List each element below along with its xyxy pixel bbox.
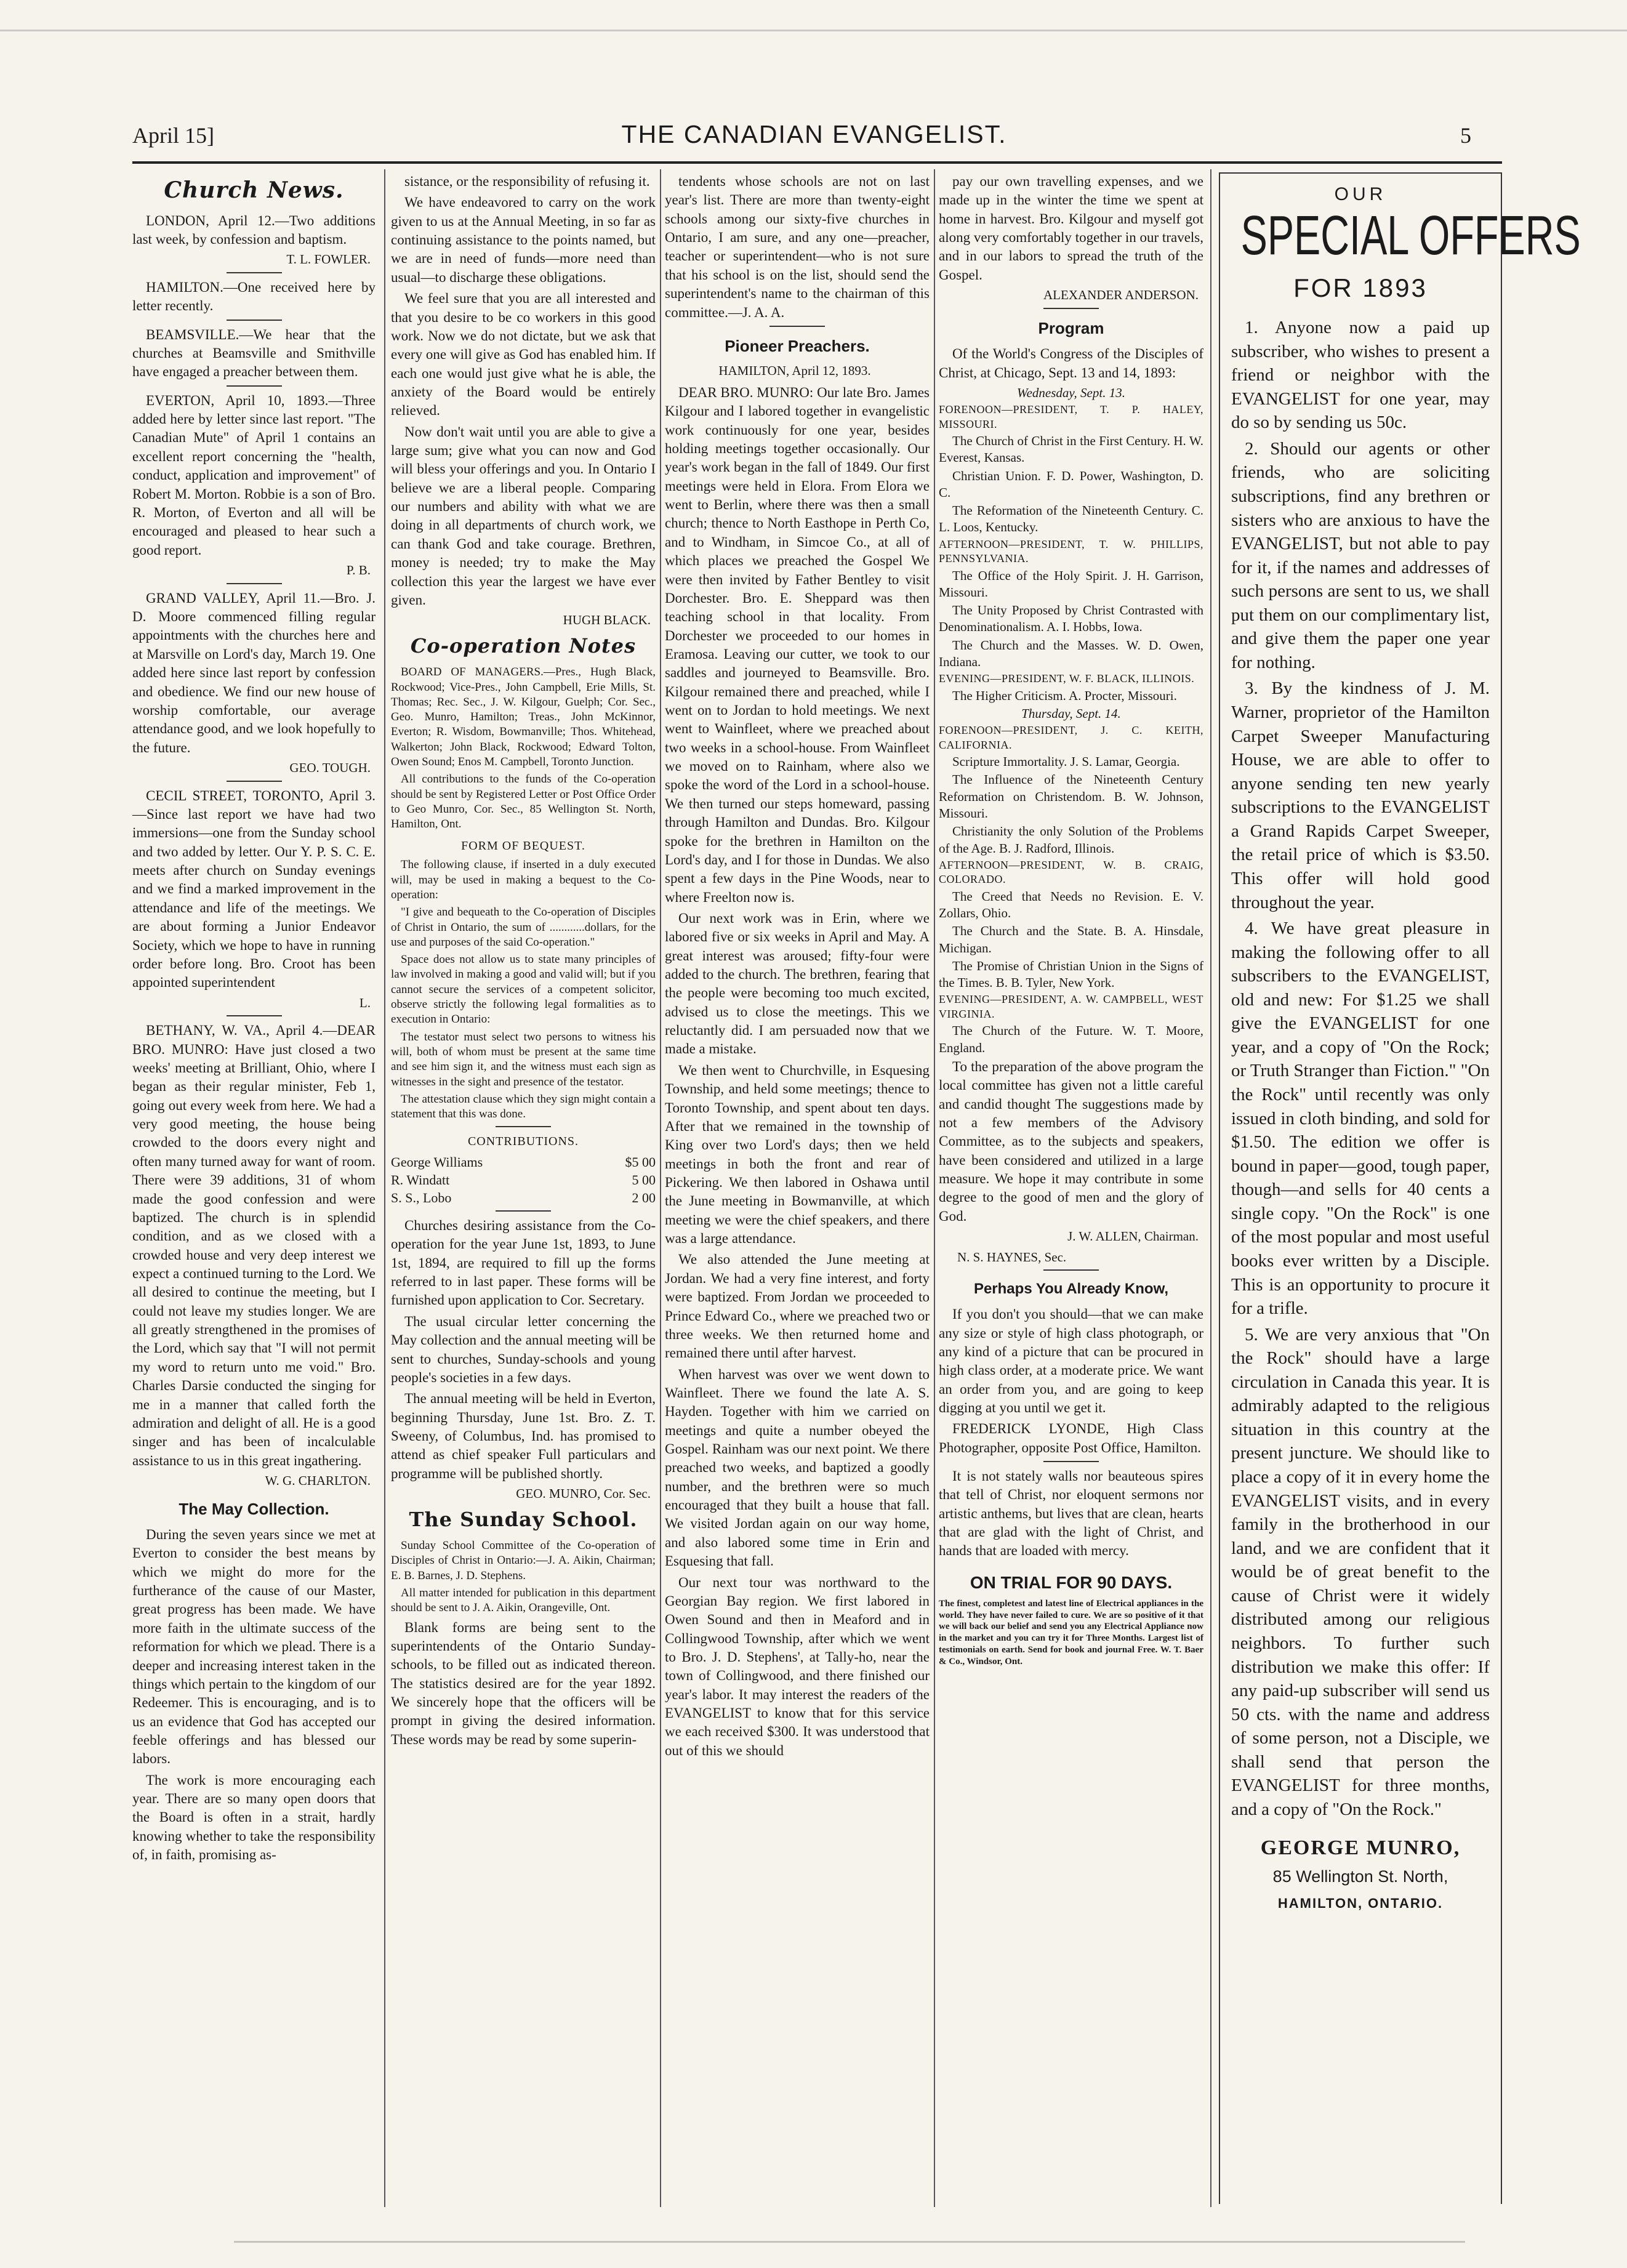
news-item-signature: W. G. CHARLTON. [265,1473,371,1488]
sunday-school-committee: Sunday School Committee of the Co-operation of Disciples of Christ in Ontario:—J. A. Aikin, Chairman; E. B. Barnes, J. D. Stephens. [391,1539,656,1582]
program-talk: The Creed that Needs no Revision. E. V. Zollars, Ohio. [939,888,1203,920]
page-top-edge [0,30,1627,31]
cooperation-notes-heading: Co-operation Notes [410,633,637,657]
divider [227,320,282,321]
column-rule [660,169,661,2207]
program-session: AFTERNOON—PRESIDENT, W. B. CRAIG, COLORADO. [939,858,1203,886]
column-rule [934,169,935,2207]
program-session: EVENING—PRESIDENT, A. W. CAMPBELL, WEST VIRGINIA. [939,993,1203,1020]
contribution-row [391,1171,656,1189]
publisher-name: GEORGE MUNRO, [1260,1836,1461,1860]
photographer-ad: If you don't you should—that we can make any size or style of high class photograph, or any kind of a picture that can be procured in high class order, at a moderate price. We want an order from you, and are going to keep digging at you until we get it. [939,1306,1203,1415]
program-outro: To the preparation of the above program the local committee has given not a little careful and candid thought The suggestions made by not a few members of the Advisory Committee, as to the subjects and speakers, have been considered and utilized in a large measure. We hope it may contribute in some degree to the good of men and the glory of God. [939,1058,1203,1224]
funds-note: All contributions to the funds of the Co-operation should be sent by Registered Letter or Post Office Order to Geo Munro, Cor. Sec., 85 Wellington St. North, Hamilton, Ont. [391,773,656,831]
program-talk: Christian Union. F. D. Power, Washington, D. C. [939,468,1203,500]
news-item: BETHANY, W. VA., April 4.—DEAR BRO. MUNRO: Have just closed a two weeks' meeting at Brilliant, Ohio, where I began as their regular minister, Feb 1, going out every week from here. We had a very good meeting, the house being crowded to the doors every night and often many turned away for want of room. There were 39 additions, 31 of whom made the good confession and were baptized. The church is in splendid condition, and as we closed with a crowded house and very deep interest we expect a continued turning to the Lord. We all desired to continue the meeting, but I could not leave my studies longer. We are all greatly strengthened in the promises of the Lord, which say that "I will not permit my word to return unto me void." Bro. Charles Darsie conducted the singing for me in a manner that called forth the admiration and delight of all. He is a good singer and has been of incalculable assistance to us in this great ingathering. [132,1023,376,1468]
article-paragraph: sistance, or the responsibility of refusing it. [404,174,650,189]
may-collection-heading: The May Collection. [179,1499,329,1518]
signature: GEO. MUNRO, Cor. Sec. [516,1486,651,1502]
divider [1043,1461,1099,1462]
news-item: GRAND VALLEY, April 11.—Bro. J. D. Moore commenced filling regular appointments with the churches here and at Marsville on Lord's day, March 19. One added here since last report by confession and obedience. We find our new house of worship comfortable, our average attendance good, and we look hopefully to the future. [132,590,376,755]
news-item: CECIL STREET, TORONTO, April 3.—Since last report we have had two immersions—one from the Sunday school and two added by letter. Our Y. P. S. C. E. meets after church on Sunday evenings and we find a marked improvement in the attendance and life of the meetings. We are about forming a Junior Endeavor Society, which we hope to have in running order before long. Bro. Croot has been appointed superintendent [132,787,376,991]
column-rule [384,169,385,2207]
contribution-amount: 2 00 [632,1190,656,1206]
program-talk: The Office of the Holy Spirit. J. H. Garrison, Missouri. [939,568,1203,600]
bequest-paragraph: "I give and bequeath to the Co-operation of Disciples of Christ in Ontario, the sum of ............dollars, for the use and purposes of the said Co-operation." [391,906,656,949]
program-session: FORENOON—PRESIDENT, J. C. KEITH, CALIFORNIA. [939,724,1203,751]
contributions-list [391,1153,656,1207]
signature: J. W. ALLEN, Chairman. [1067,1229,1199,1244]
program-day: Wednesday, Sept. 13. [1017,385,1125,400]
program-talk: Scripture Immortality. J. S. Lamar, Georgia. [952,754,1180,770]
program-talk: The Promise of Christian Union in the Signs of the Times. B. B. Tyler, New York. [939,958,1203,991]
church-news-heading: Church News. [164,177,344,203]
program-talk: The Church and the State. B. A. Hinsdale, Michigan. [939,923,1203,955]
article-paragraph: DEAR BRO. MUNRO: Our late Bro. James Kilgour and I labored together in evangelistic work continuously for one year, besides holding meetings together occasionally. Our year's work began in the fall of 1849. Our first meetings were held in Elora. From Elora we went to Berlin, where there was then a small church; thence to North Easthope in Perth Co, and to Windham, in Simcoe Co., at all of which places we preached the Gospel We were then invited by Father Bentley to visit Dorchester. Bro. E. Sheppard was then teaching school in that locality. From Dorchester we proceeded to our homes in Eramosa. Leaving our cutter, we took to our saddles and journeyed to Beamsville. Bro. Kilgour remained there and preached, while I went on to Jordan to hold meetings. We next went to Wainfleet, where we preached about two weeks in a school-house. From Wainfleet we moved on to Rainham, where also we spoke the word of the Lord in a school-house. We then turned our steps homeward, passing through Hamilton and Dundas. Bro. Kilgour spoke for the brethren in Hamilton on the Lord's day, and I for those in Dundas. We also spent a few days in the Pine Woods, near to where Freelton now is. [665,384,930,905]
program-session: AFTERNOON—PRESIDENT, T. W. PHILLIPS, PENNSYLVANIA. [939,537,1203,565]
contribution-row [391,1189,656,1207]
masthead [132,120,1496,157]
special-offers-box [1219,172,1581,2204]
masthead-rule [132,161,1502,164]
article-paragraph: We feel sure that you are all interested and that you desire to be co workers in this good work. Now we do not dictate, but we ask that every one will give as God has enabled him. If each one would just give what he is able, the anxiety of the Board would be entirely relieved. [391,291,656,419]
program-talk: The Influence of the Nineteenth Century Reformation on Christendom. B. W. Johnson, Missouri. [939,772,1203,821]
article-paragraph: Our next work was in Erin, where we labored five or six weeks in April and May. A great interest was aroused; fifty-four were added to the church. The brethren, fearing that the people were becoming too much excited, advised us to close the meetings. This we reluctantly did. I am persuaded now that we made a mistake. [665,910,930,1057]
article-paragraph: Our next tour was northward to the Georgian Bay region. We first labored in Owen Sound and then in Meaford and in Collingwood Township, after which we went to Bro. J. D. Stephens', at Tally-ho, near the town of Collingwood, and there finished our year's labor. It may interest the readers of the EVANGELIST to know that for this service we each received $300. It was understood that out of this we should [665,1574,930,1758]
sunday-school-heading: The Sunday School. [409,1507,638,1531]
bequest-paragraph: Space does not allow us to state many principles of law involved in making a good and valid will; but if you cannot secure the services of a competent solicitor, observe strictly the following legal formalities as to execution in Ontario: [391,953,656,1026]
contributor-name: S. S., Lobo [391,1190,452,1206]
column-cooperation [391,172,656,2204]
news-item-signature: T. L. FOWLER. [286,252,371,267]
bequest-paragraph: The attestation clause which they sign might contain a statement that this was done. [391,1092,656,1121]
column-program [939,172,1203,2204]
news-item: LONDON, April 12.—Two additions last week, by confession and baptism. [132,212,376,247]
news-item: HAMILTON.—One received here by letter recently. [132,279,376,314]
dateline: HAMILTON, April 12, 1893. [718,363,871,379]
newspaper-title: THE CANADIAN EVANGELIST. [621,120,1007,148]
offer-item: 5. We are very anxious that "On the Rock" should have a large circulation in Canada this year. It is admirably adapted to the religious situation in this country at the present juncture. We should like to place a copy of it in every home the EVANGELIST visits, and in every family in the brotherhood in our land, and we are confident that it would be of great benefit to the cause of Christ were it widely distributed among our religious neighbors. To further such distribution we make this offer: If any paid-up subscriber will send us 50 cts. with the name and address of some person, not a Disciple, we shall send that person the EVANGELIST for three months, and a copy of "On the Rock." [1231,1324,1490,1819]
offers-year: FOR 1893 [1293,273,1428,302]
trial-ad-heading: ON TRIAL FOR 90 DAYS. [970,1572,1173,1592]
contribution-row [391,1153,656,1171]
church-news-list [132,212,376,1490]
divider [227,385,282,387]
article-paragraph: Blank forms are being sent to the superintendents of the Ontario Sunday-schools, to be filled out as indicated thereon. The statistics desired are for the year 1892. We sincerely hope that the officers will be prompt in giving the desired information. These words may be read by some superin- [391,1619,656,1747]
program-list [939,385,1203,1056]
page-bottom-edge [234,2241,1465,2243]
signature: N. S. HAYNES, Sec. [957,1249,1067,1265]
issue-date: April 15] [132,123,214,148]
program-intro: Of the World's Congress of the Disciples of Christ, at Chicago, Sept. 13 and 14, 1893: [939,346,1203,380]
publisher-address: 85 Wellington St. North, [1272,1867,1448,1886]
article-paragraph: It is not stately walls nor beauteous spires that tell of Christ, nor eloquent sermons nor artistic anthems, but lives that are clean, hearts that are glad with the light of Christ, and hands that are loaded with mercy. [939,1468,1203,1559]
news-item-signature: P. B. [346,562,371,577]
signature: ALEXANDER ANDERSON. [1043,288,1199,303]
column-special-offers [1219,172,1581,2204]
program-day: Thursday, Sept. 14. [1021,706,1121,722]
news-item-signature: L. [359,995,371,1010]
publisher-city: HAMILTON, ONTARIO. [1277,1895,1444,1911]
bequest-heading: FORM OF BEQUEST. [461,838,585,853]
bequest-paragraph: The testator must select two persons to witness his will, both of whom must be present at the same time and see him sign it, and the witness must each sign as witnesses in the sight and presence of the testator. [391,1030,656,1088]
offers-kicker: OUR [1334,184,1387,204]
program-talk: The Unity Proposed by Christ Contrasted with Denominationalism. A. I. Hobbs, Iowa. [939,603,1203,635]
contribution-amount: $5 00 [625,1154,656,1170]
perhaps-heading: Perhaps You Already Know, [973,1281,1169,1298]
program-talk: The Higher Criticism. A. Procter, Missouri. [952,688,1177,703]
divider [496,1210,551,1212]
offer-item: 2. Should our agents or other friends, who are soliciting subscriptions, find any brethren or sisters who are anxious to have the EVANGELIST, but not able to pay for it, if the names and addresses of such persons are sent to us, we shall put them on our complimentary list, and give them the paper one year for nothing. [1231,438,1490,672]
divider [227,781,282,782]
special-offers-title: SPECIAL OFFERS [1240,204,1581,267]
board-of-managers: BOARD OF MANAGERS.—Pres., Hugh Black, Rockwood; Vice-Pres., John Campbell, Erie Mills, St. Thomas; Rec. Sec., J. W. Kilgour, Guelph; Cor. Sec., Geo. Munro, Hamilton; Treas., John McKinnor, Everton; R. Wisdom, Bowmanville; Thos. Whitehead, Walkerton; John Black, Rockwood; Edward Tolton, Owen Sound; Enos M. Campbell, Toronto Junction. [391,666,656,769]
article-paragraph: Churches desiring assistance from the Co-operation for the year June 1st, 1893, to June 1st, 1894, are required to fill up the forms referred to in last paper. These forms will be furnished upon application to Cor. Secretary. [391,1218,656,1308]
program-talk: The Reformation of the Nineteenth Century. C. L. Loos, Kentucky. [939,503,1203,535]
program-talk: Christianity the only Solution of the Problems of the Age. B. J. Radford, Illinois. [939,824,1203,856]
signature: HUGH BLACK. [563,613,651,628]
offer-item: 4. We have great pleasure in making the following offer to all subscribers to the EVANGELIST, old and new: For $1.25 we shall give the EVANGELIST for one year, and a copy of "On the Rock; or Truth Stranger than Fiction." "On the Rock" until recently was only issued in cloth binding, and sold for $1.50. The edition we offer is bound in paper—good, tough paper, though—and sells for 40 cents a single copy. "On the Rock" is one of the most popular and most useful books ever written by a Disciple. This is an opportunity to procure it for a trifle. [1231,919,1490,1319]
article-paragraph: When harvest was over we went down to Wainfleet. There we found the late A. S. Hayden. Together with him we carried on meetings and quite a number obeyed the Gospel. Rainham was our next point. We there preached two weeks, and baptized a goodly number, and the brethren were so much encouraged that they built a house that fall. We visited Jordan again on our way home, and also labored some time in Erin and Esquesing that fall. [665,1366,930,1569]
page-number: 5 [1460,123,1471,148]
contributions-heading: CONTRIBUTIONS. [467,1134,579,1148]
divider [227,272,282,273]
article-paragraph: The usual circular letter concerning the May collection and the annual meeting will be sent to churches, Sunday-schools and young people's societies in a few days. [391,1313,656,1385]
divider [496,1126,551,1127]
program-talk: The Church and the Masses. W. D. Owen, Indiana. [939,637,1203,670]
divider [227,1015,282,1016]
news-item: BEAMSVILLE.—We hear that the churches at Beamsville and Smithville have engaged a preacher between them. [132,326,376,380]
column-rule [1210,169,1211,2207]
divider [227,583,282,584]
program-session: FORENOON—PRESIDENT, T. P. HALEY, MISSOURI. [939,403,1203,430]
program-session: EVENING—PRESIDENT, W. F. BLACK, ILLINOIS. [939,672,1195,685]
divider [1043,1269,1099,1271]
program-talk: The Church of the Future. W. T. Moore, England. [939,1023,1203,1055]
article-paragraph: tendents whose schools are not on last year's list. There are more than twenty-eight schools among our sixty-five churches in Ontario, I am sure, and any one—preacher, teacher or superintendent—who is not sure that his school is on the list, should send the superintendent's name to the chairman of this committee.—J. A. A. [665,174,930,320]
article-paragraph: We also attended the June meeting at Jordan. We had a very fine interest, and forty were baptized. From Jordan we proceeded to Prince Edward Co., where we preached two or three weeks. We then returned home and remained there until after harvest. [665,1252,930,1361]
contributor-name: George Williams [391,1154,483,1170]
article-paragraph: The annual meeting will be held in Everton, beginning Thursday, June 1st. Bro. Z. T. Sweeny, of Columbus, Ind. has promised to attend as chief speaker Full particulars and programme will be published shortly. [391,1391,656,1481]
article-paragraph: We have endeavored to carry on the work given to us at the Annual Meeting, in so far as continuing assistance to the points named, but we are in need of funds—more need than usual—to discharge these obligations. [391,195,656,285]
sunday-school-note: All matter intended for publication in this department should be sent to J. A. Aikin, Orangeville, Ont. [391,1586,656,1615]
photographer-ad-signature: FREDERICK LYONDE, High Class Photographer, opposite Post Office, Hamilton. [939,1421,1203,1455]
offer-item: 3. By the kindness of J. M. Warner, proprietor of the Hamilton Carpet Sweeper Manufacturing House, we are able to offer to anyone sending ten new yearly subscriptions to the EVANGELIST a Grand Rapids Carpet Sweeper, the retail price of which is $3.50. This offer will hold good throughout the year. [1231,678,1490,912]
program-heading: Program [1038,318,1104,337]
divider [769,326,825,327]
article-paragraph: We then went to Churchville, in Esquesing Township, and held some meetings; thence to Toronto Township, and spent about ten days. After that we remained in the township of King over two Lord's days; then we held meetings in both the front and rear of Pickering. We then labored in Oshawa until the June meeting in Bowmanville, at which meeting we were the chief speakers, and there was a large attendance. [665,1062,930,1247]
column-church-news [132,172,376,2204]
may-collection-paragraph: During the seven years since we met at Everton to consider the best means by which we might do more for the furtherance of the cause of our Master, great progress has been made. We have more faith in the ultimate success of the reformation for which we plead. There is a deeper and increasing interest taken in the things which pertain to the kingdom of our Redeemer. This is encouraging, and is to us an evidence that God has accepted our feeble offerings and has blessed our labors. [132,1526,376,1767]
news-item-signature: GEO. TOUGH. [289,760,371,775]
trial-ad-body: The finest, completest and latest line of Electrical appliances in the world. They have never failed to cure. We are so positive of it that we will back our belief and send you any Electrical Appliance now in the market and you can try it for Three Months. Largest list of testimonials on earth. Send for book and journal Free. W. T. Baer & Co., Windsor, Ont. [939,1598,1203,1667]
article-paragraph: pay our own travelling expenses, and we made up in the winter the time we spent at home in harvest. Bro. Kilgour and myself got along very comfortably together in our travels, and in our labors to spread the truth of the Gospel. [939,174,1203,283]
divider [1043,308,1099,309]
may-collection-paragraph: The work is more encouraging each year. There are so many open doors that the Board is often in a strait, hardly knowing whether to take the responsibility of, in faith, promising as- [132,1772,376,1863]
news-item: EVERTON, April 10, 1893.—Three added here by letter since last report. "The Canadian Mute" of April 1 contains an excellent report concerning the "health, conduct, application and improvement" of Robert M. Morton. Robbie is a son of Bro. R. Morton, of Everton and all will be encouraged and pleased to hear such a good report. [132,392,376,558]
program-talk: The Church of Christ in the First Century. H. W. Everest, Kansas. [939,433,1203,465]
pioneer-preachers-heading: Pioneer Preachers. [725,336,870,355]
contributor-name: R. Windatt [391,1172,450,1188]
article-paragraph: Now don't wait until you are able to give a large sum; give what you can now and God will bless your offerings and you. In Ontario I believe we are a liberal people. Comparing our numbers and ability with what we are doing in all departments of church work, we can thank God and take courage. Brethren, money is needed; try to make the May collection this year the largest we have ever given. [391,424,656,608]
bequest-paragraph: The following clause, if inserted in a duly executed will, may be used in making a bequest to the Co-operation: [391,858,656,901]
column-pioneer-preachers [665,172,930,2204]
offer-item: 1. Anyone now a paid up subscriber, who wishes to present a friend or neighbor with the EVANGELIST for one year, may do so by sending us 50c. [1231,318,1490,433]
contribution-amount: 5 00 [632,1172,656,1188]
